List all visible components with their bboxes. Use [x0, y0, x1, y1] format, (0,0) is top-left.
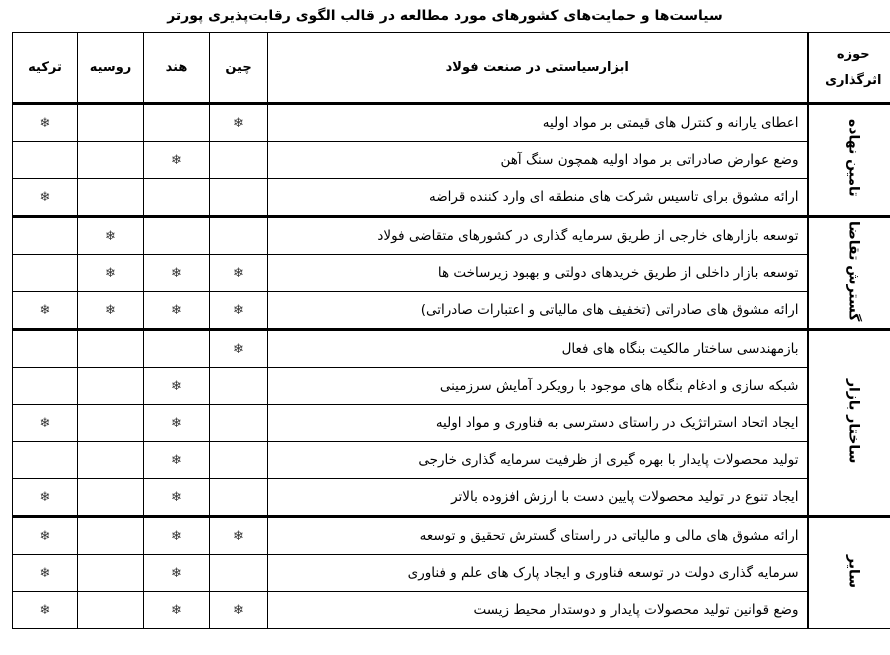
header-policy: ابزارسیاستی در صنعت فولاد	[268, 33, 808, 104]
asterisk-icon: ❄	[171, 379, 182, 394]
group-label: ساختار بازار	[845, 378, 862, 464]
asterisk-icon: ❄	[171, 453, 182, 468]
country-mark-cell	[78, 255, 144, 292]
table-body	[13, 104, 890, 629]
asterisk-icon: ❄	[171, 529, 182, 544]
table-row	[13, 292, 890, 330]
asterisk-icon: ❄	[171, 153, 182, 168]
asterisk-icon: ❄	[39, 603, 51, 618]
country-mark-cell	[78, 142, 144, 179]
asterisk-icon: ❄	[233, 529, 244, 544]
country-mark-cell	[144, 517, 210, 555]
asterisk-icon: ❄	[39, 490, 51, 505]
group-label: سایر	[845, 554, 862, 588]
policy-cell: وضع عوارض صادراتی بر مواد اولیه همچون سنگ آهن	[268, 142, 808, 179]
country-mark-cell	[78, 368, 144, 405]
country-mark-cell	[210, 104, 268, 142]
country-mark-cell	[210, 368, 268, 405]
country-mark-cell	[13, 217, 78, 255]
policy-cell: ارائه مشوق برای تاسیس شرکت های منطقه ای وارد کننده قراضه	[268, 179, 808, 217]
asterisk-icon: ❄	[171, 303, 182, 318]
country-mark-cell	[13, 292, 78, 330]
country-mark-cell	[210, 517, 268, 555]
table-title: سیاست‌ها و حمایت‌های کشورهای مورد مطالعه در قالب الگوی رقابت‌پذیری پورتر	[167, 8, 723, 24]
header-row	[13, 33, 890, 104]
group-label-cell	[808, 330, 890, 517]
asterisk-icon: ❄	[233, 303, 244, 318]
asterisk-icon: ❄	[233, 266, 244, 281]
country-mark-cell	[210, 142, 268, 179]
country-mark-cell	[210, 292, 268, 330]
country-mark-cell	[210, 330, 268, 368]
header-country-turkey: ترکیه	[13, 33, 78, 104]
country-mark-cell	[78, 104, 144, 142]
asterisk-icon: ❄	[39, 303, 51, 318]
country-mark-cell	[13, 592, 78, 629]
policy-cell: اعطای یارانه و کنترل های قیمتی بر مواد اولیه	[268, 104, 808, 142]
country-mark-cell	[13, 405, 78, 442]
country-mark-cell	[144, 555, 210, 592]
policy-cell: ایجاد تنوع در تولید محصولات پایین دست با ارزش افزوده بالاتر	[268, 479, 808, 517]
asterisk-icon: ❄	[171, 490, 182, 505]
country-mark-cell	[78, 442, 144, 479]
country-mark-cell	[144, 330, 210, 368]
country-mark-cell	[210, 217, 268, 255]
table-row	[13, 517, 890, 555]
country-mark-cell	[210, 405, 268, 442]
table-row	[13, 479, 890, 517]
header-country-russia: روسیه	[78, 33, 144, 104]
header-area: حوزه اثرگذاری	[808, 33, 890, 104]
country-mark-cell	[78, 179, 144, 217]
country-mark-cell	[78, 479, 144, 517]
group-label-cell	[808, 517, 890, 629]
table-row	[13, 179, 890, 217]
policy-cell: ارائه مشوق های صادراتی (تخفیف های مالیاتی و اعتبارات صادراتی)	[268, 292, 808, 330]
country-mark-cell	[144, 179, 210, 217]
country-mark-cell	[210, 555, 268, 592]
country-mark-cell	[13, 255, 78, 292]
country-mark-cell	[13, 442, 78, 479]
country-mark-cell	[144, 142, 210, 179]
country-mark-cell	[78, 330, 144, 368]
country-mark-cell	[144, 442, 210, 479]
table-row	[13, 330, 890, 368]
country-mark-cell	[13, 517, 78, 555]
country-mark-cell	[144, 405, 210, 442]
group-label-cell	[808, 217, 890, 330]
asterisk-icon: ❄	[39, 190, 51, 205]
country-mark-cell	[78, 405, 144, 442]
country-mark-cell	[13, 330, 78, 368]
country-mark-cell	[78, 292, 144, 330]
asterisk-icon: ❄	[39, 566, 51, 581]
group-label-cell	[808, 104, 890, 217]
asterisk-icon: ❄	[39, 116, 51, 131]
asterisk-icon: ❄	[39, 416, 51, 431]
country-mark-cell	[13, 142, 78, 179]
group-label: تامین نهاده	[845, 119, 862, 197]
country-mark-cell	[13, 368, 78, 405]
header-country-india: هند	[144, 33, 210, 104]
asterisk-icon: ❄	[233, 116, 244, 131]
country-mark-cell	[13, 179, 78, 217]
asterisk-icon: ❄	[171, 416, 182, 431]
policy-cell: شبکه سازی و ادغام بنگاه های موجود با رویکرد آمایش سرزمینی	[268, 368, 808, 405]
header-country-china: چین	[210, 33, 268, 104]
asterisk-icon: ❄	[233, 603, 244, 618]
table-row	[13, 405, 890, 442]
policy-cell: ارائه مشوق های مالی و مالیاتی در راستای گسترش تحقیق و توسعه	[268, 517, 808, 555]
country-mark-cell	[210, 592, 268, 629]
table-row	[13, 592, 890, 629]
country-mark-cell	[13, 479, 78, 517]
policy-cell: توسعه بازار داخلی از طریق خریدهای دولتی و بهبود زیرساخت ها	[268, 255, 808, 292]
country-mark-cell	[144, 479, 210, 517]
asterisk-icon: ❄	[171, 566, 182, 581]
country-mark-cell	[144, 592, 210, 629]
asterisk-icon: ❄	[105, 266, 116, 281]
asterisk-icon: ❄	[39, 529, 51, 544]
country-mark-cell	[144, 217, 210, 255]
country-mark-cell	[144, 368, 210, 405]
policy-cell: سرمایه گذاری دولت در توسعه فناوری و ایجاد پارک های علم و فناوری	[268, 555, 808, 592]
group-label: گسترش تقاضا	[845, 220, 862, 322]
country-mark-cell	[144, 255, 210, 292]
country-mark-cell	[13, 104, 78, 142]
country-mark-cell	[210, 442, 268, 479]
table-row	[13, 368, 890, 405]
policy-cell: وضع قوانین تولید محصولات پایدار و دوستدار محیط زیست	[268, 592, 808, 629]
country-mark-cell	[210, 479, 268, 517]
table-row	[13, 255, 890, 292]
country-mark-cell	[144, 104, 210, 142]
asterisk-icon: ❄	[233, 342, 244, 357]
policy-cell: بازمهندسی ساختار مالکیت بنگاه های فعال	[268, 330, 808, 368]
country-mark-cell	[210, 179, 268, 217]
country-mark-cell	[210, 255, 268, 292]
table-row	[13, 442, 890, 479]
country-mark-cell	[13, 555, 78, 592]
country-mark-cell	[144, 292, 210, 330]
country-mark-cell	[78, 592, 144, 629]
policy-table	[12, 32, 890, 629]
table-row	[13, 104, 890, 142]
policy-cell: ایجاد اتحاد استراتژیک در راستای دسترسی به فناوری و مواد اولیه	[268, 405, 808, 442]
table-row	[13, 142, 890, 179]
country-mark-cell	[78, 555, 144, 592]
asterisk-icon: ❄	[105, 229, 116, 244]
asterisk-icon: ❄	[105, 303, 116, 318]
policy-cell: توسعه بازارهای خارجی از طریق سرمایه گذاری در کشورهای متقاضی فولاد	[268, 217, 808, 255]
policy-cell: تولید محصولات پایدار با بهره گیری از ظرفیت سرمایه گذاری خارجی	[268, 442, 808, 479]
country-mark-cell	[78, 517, 144, 555]
asterisk-icon: ❄	[171, 603, 182, 618]
asterisk-icon: ❄	[171, 266, 182, 281]
table-row	[13, 555, 890, 592]
table-row	[13, 217, 890, 255]
country-mark-cell	[78, 217, 144, 255]
